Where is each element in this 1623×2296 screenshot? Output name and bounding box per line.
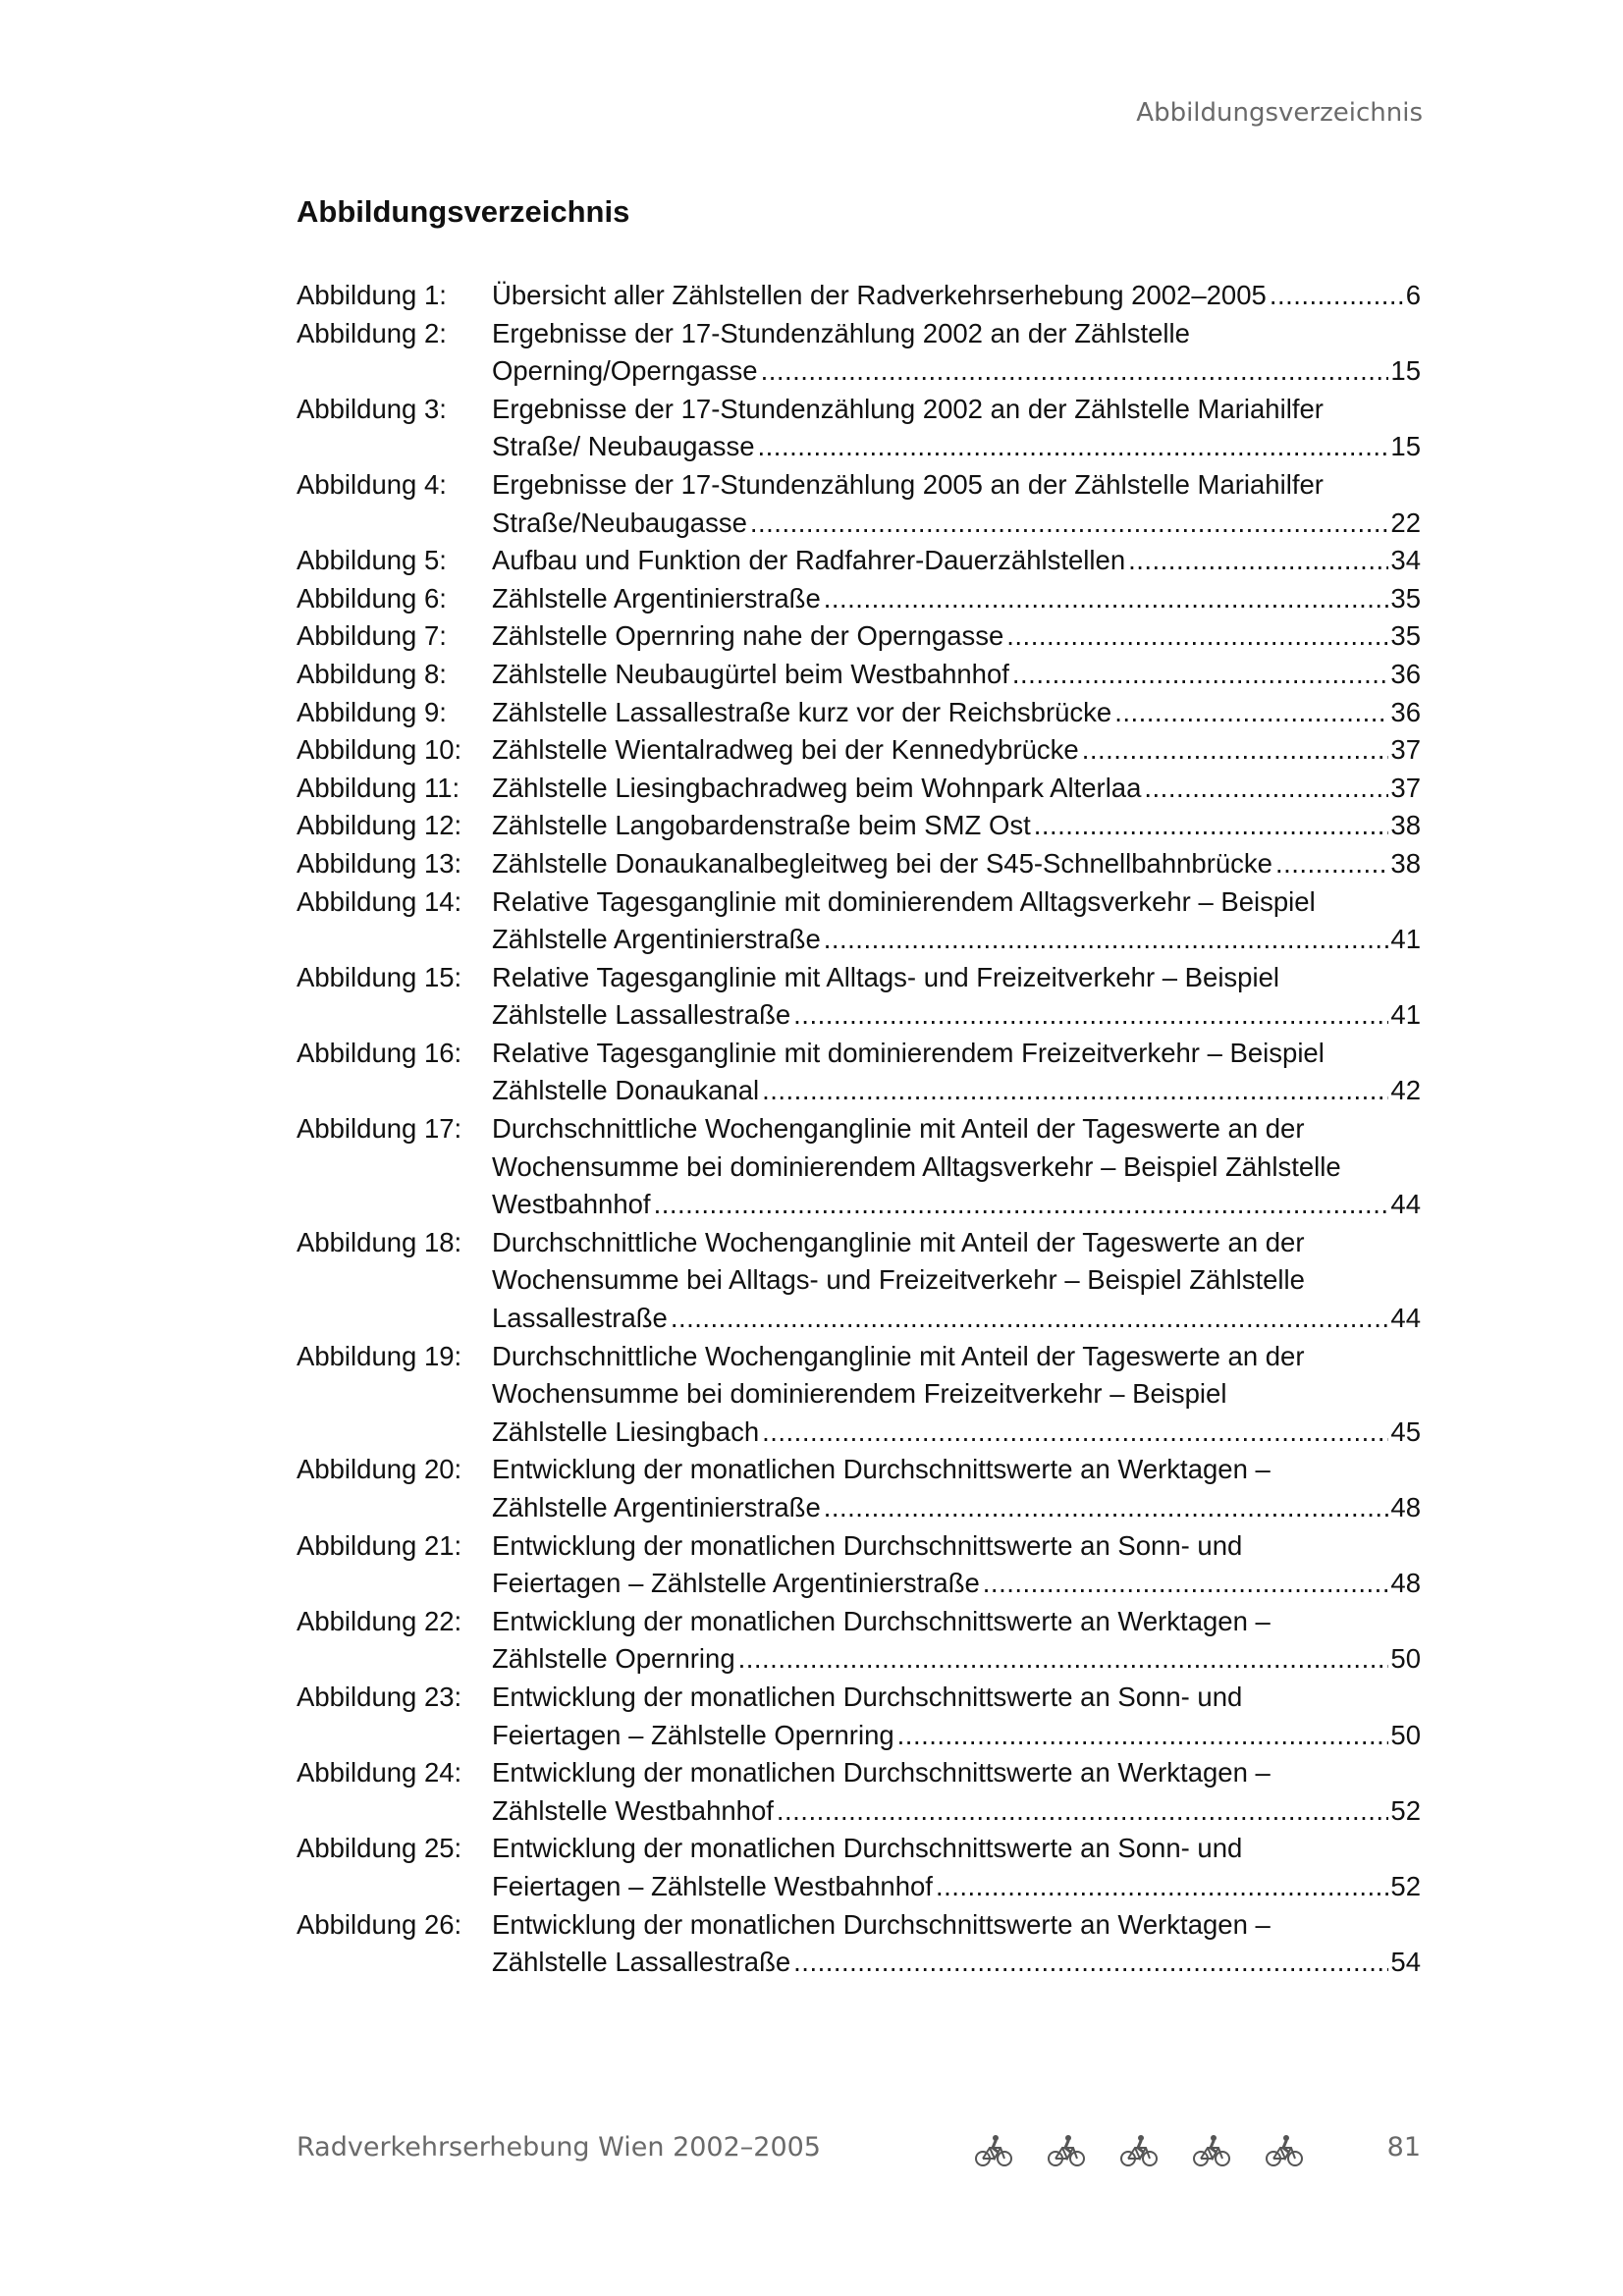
- dot-leader: [824, 921, 1389, 959]
- figure-caption-last-line: [492, 1300, 1421, 1338]
- figure-caption-text: Feiertagen – Zählstelle Argentinierstraße: [492, 1568, 980, 1599]
- figure-caption: [492, 277, 1421, 315]
- figure-caption-last-line: [492, 845, 1421, 883]
- figure-label: Abbildung 24:: [297, 1757, 462, 1789]
- figure-caption-text: Feiertagen – Zählstelle Opernring: [492, 1719, 894, 1750]
- figure-label: Abbildung 3:: [297, 393, 447, 424]
- figure-caption: [492, 959, 1421, 1035]
- figure-caption-last-line: [492, 1489, 1421, 1527]
- figure-caption-text: Zählstelle Lassallestraße: [492, 999, 791, 1031]
- figure-page-number: 44: [1390, 1189, 1421, 1220]
- footer-page-number: 81: [1386, 2132, 1421, 2163]
- dot-leader: [936, 1868, 1388, 1906]
- figure-label: Abbildung 9:: [297, 696, 447, 727]
- figure-page-number: 38: [1390, 810, 1421, 841]
- figure-entry[interactable]: [297, 1830, 1421, 1905]
- figure-page-number: 22: [1390, 507, 1421, 538]
- figure-label: Abbildung 12:: [297, 810, 462, 841]
- figure-caption-last-line: [492, 352, 1421, 391]
- dot-leader: [1270, 277, 1404, 315]
- figure-caption-text: Operning/Operngasse: [492, 355, 758, 387]
- figure-caption-line: Entwicklung der monatlichen Durchschnittswerte an Sonn- und: [492, 1529, 1243, 1561]
- figure-caption: [492, 1830, 1421, 1905]
- dot-leader: [671, 1300, 1389, 1338]
- figure-caption-text: Zählstelle Neubaugürtel beim Westbahnhof: [492, 658, 1009, 689]
- figure-label: Abbildung 15:: [297, 961, 462, 992]
- figure-caption: [492, 315, 1421, 391]
- figure-caption: [492, 1754, 1421, 1830]
- figure-entry[interactable]: [297, 1110, 1421, 1224]
- figure-caption-text: Zählstelle Langobardenstraße beim SMZ Ost: [492, 810, 1031, 841]
- figure-caption: [492, 1679, 1421, 1754]
- figure-page-number: 41: [1390, 924, 1421, 955]
- dot-leader: [1144, 770, 1388, 808]
- figure-caption-last-line: [492, 1717, 1421, 1755]
- dot-leader: [750, 505, 1389, 543]
- figure-caption-text: Zählstelle Liesingbachradweg beim Wohnpark Alterlaa: [492, 772, 1142, 803]
- figure-caption: [492, 807, 1421, 845]
- footer-publication-title: Radverkehrserhebung Wien 2002–2005: [297, 2132, 821, 2163]
- figure-caption-line: Wochensumme bei dominierendem Freizeitverkehr – Beispiel: [492, 1378, 1227, 1410]
- figure-caption-text: Aufbau und Funktion der Radfahrer-Dauerzählstellen: [492, 545, 1126, 576]
- figure-label: Abbildung 23:: [297, 1681, 462, 1712]
- figure-page-number: 42: [1390, 1075, 1421, 1106]
- dot-leader: [777, 1792, 1389, 1831]
- figure-entry[interactable]: [297, 277, 1421, 315]
- figure-caption-line: Relative Tagesganglinie mit dominierendem Freizeitverkehr – Beispiel: [492, 1037, 1325, 1068]
- figure-page-number: 37: [1390, 772, 1421, 803]
- figure-label: Abbildung 26:: [297, 1908, 462, 1940]
- figure-entry[interactable]: [297, 807, 1421, 845]
- figure-caption-text: Zählstelle Opernring: [492, 1643, 735, 1675]
- figure-page-number: 15: [1390, 431, 1421, 462]
- figure-caption-text: Zählstelle Lassallestraße kurz vor der Reichsbrücke: [492, 696, 1112, 727]
- figure-caption-line: Entwicklung der monatlichen Durchschnittswerte an Sonn- und: [492, 1833, 1243, 1864]
- figure-caption-last-line: [492, 617, 1421, 656]
- figure-caption-text: Straße/ Neubaugasse: [492, 431, 755, 462]
- figure-page-number: 37: [1390, 734, 1421, 766]
- figure-caption-line: Ergebnisse der 17-Stundenzählung 2002 an der Zählstelle: [492, 317, 1190, 348]
- figure-caption-text: Feiertagen – Zählstelle Westbahnhof: [492, 1870, 933, 1901]
- dot-leader: [761, 352, 1389, 391]
- figure-page-number: 54: [1390, 1947, 1421, 1978]
- figure-entry[interactable]: [297, 770, 1421, 808]
- figure-caption: [492, 845, 1421, 883]
- figure-label: Abbildung 4:: [297, 468, 447, 500]
- dot-leader: [1082, 731, 1389, 770]
- dot-leader: [983, 1565, 1389, 1603]
- figure-entry[interactable]: [297, 1527, 1421, 1603]
- figure-caption-last-line: [492, 656, 1421, 694]
- figure-entry[interactable]: [297, 1754, 1421, 1830]
- figure-page-number: 52: [1390, 1794, 1421, 1826]
- figure-label: Abbildung 16:: [297, 1037, 462, 1068]
- figure-page-number: 44: [1390, 1303, 1421, 1334]
- cyclist-icon: [1047, 2134, 1086, 2167]
- figure-entry[interactable]: [297, 1451, 1421, 1526]
- figure-caption-last-line: [492, 1944, 1421, 1982]
- dot-leader: [793, 996, 1388, 1035]
- figure-page-number: 36: [1390, 658, 1421, 689]
- figure-caption: [492, 617, 1421, 656]
- figure-caption: [492, 580, 1421, 618]
- figure-entry[interactable]: [297, 617, 1421, 656]
- figure-caption-last-line: [492, 542, 1421, 580]
- figure-label: Abbildung 18:: [297, 1226, 462, 1257]
- dot-leader: [1006, 617, 1388, 656]
- figure-caption: [492, 466, 1421, 542]
- figure-caption-last-line: [492, 1792, 1421, 1831]
- figure-label: Abbildung 7:: [297, 620, 447, 652]
- dot-leader: [1012, 656, 1389, 694]
- figure-caption-line: Entwicklung der monatlichen Durchschnittswerte an Werktagen –: [492, 1605, 1271, 1636]
- figure-caption-text: Zählstelle Donaukanal: [492, 1075, 760, 1106]
- figure-label: Abbildung 19:: [297, 1340, 462, 1371]
- page-title: Abbildungsverzeichnis: [297, 194, 630, 229]
- dot-leader: [793, 1944, 1388, 1982]
- figure-page-number: 38: [1390, 847, 1421, 879]
- figure-caption-last-line: [492, 1186, 1421, 1224]
- figure-entry[interactable]: [297, 694, 1421, 732]
- cyclist-icon: [1119, 2134, 1159, 2167]
- figure-caption-text: Zählstelle Argentinierstraße: [492, 1492, 821, 1522]
- figure-label: Abbildung 17:: [297, 1113, 462, 1145]
- figure-caption-line: Durchschnittliche Wochenganglinie mit Anteil der Tageswerte an der: [492, 1226, 1305, 1257]
- figure-caption: [492, 883, 1421, 959]
- cyclist-icon: [1192, 2134, 1231, 2167]
- figure-caption: [492, 1603, 1421, 1679]
- figure-caption-last-line: [492, 807, 1421, 845]
- figure-page-number: 52: [1390, 1870, 1421, 1901]
- figure-caption-last-line: [492, 1414, 1421, 1452]
- figure-caption-text: Zählstelle Argentinierstraße: [492, 924, 821, 955]
- figure-caption-text: Zählstelle Donaukanalbegleitweg bei der S45-Schnellbahnbrücke: [492, 847, 1272, 879]
- cyclist-icon: [974, 2134, 1013, 2167]
- figure-caption: [492, 731, 1421, 770]
- figure-caption: [492, 694, 1421, 732]
- figure-caption-text: Westbahnhof: [492, 1189, 651, 1220]
- figure-label: Abbildung 6:: [297, 582, 447, 614]
- figure-entry[interactable]: [297, 1338, 1421, 1452]
- dot-leader: [1128, 542, 1388, 580]
- figure-entry[interactable]: [297, 959, 1421, 1035]
- figure-label: Abbildung 8:: [297, 658, 447, 689]
- figure-caption-last-line: [492, 1072, 1421, 1110]
- figure-label: Abbildung 25:: [297, 1833, 462, 1864]
- figure-entry[interactable]: [297, 1906, 1421, 1982]
- figure-caption: [492, 1224, 1421, 1338]
- figure-caption-text: Zählstelle Lassallestraße: [492, 1947, 791, 1978]
- figure-label: Abbildung 10:: [297, 734, 462, 766]
- figure-caption-last-line: [492, 1640, 1421, 1679]
- figure-caption-line: Entwicklung der monatlichen Durchschnittswerte an Werktagen –: [492, 1454, 1271, 1485]
- figure-caption: [492, 1110, 1421, 1224]
- figure-page-number: 48: [1390, 1568, 1421, 1599]
- figure-caption-last-line: [492, 428, 1421, 466]
- figure-entry[interactable]: [297, 315, 1421, 391]
- figure-caption-line: Durchschnittliche Wochenganglinie mit Anteil der Tageswerte an der: [492, 1340, 1305, 1371]
- figure-label: Abbildung 11:: [297, 772, 460, 803]
- figure-label: Abbildung 21:: [297, 1529, 462, 1561]
- figure-entry[interactable]: [297, 1679, 1421, 1754]
- figure-page-number: 50: [1390, 1643, 1421, 1675]
- figure-caption-text: Zählstelle Westbahnhof: [492, 1794, 774, 1826]
- figure-caption-line: Ergebnisse der 17-Stundenzählung 2002 an der Zählstelle Mariahilfer: [492, 393, 1324, 424]
- figure-caption-text: Zählstelle Wientalradweg bei der Kennedybrücke: [492, 734, 1079, 766]
- figure-caption-text: Straße/Neubaugasse: [492, 507, 747, 538]
- figure-entry[interactable]: [297, 883, 1421, 959]
- figure-entry[interactable]: [297, 580, 1421, 618]
- figure-entry[interactable]: [297, 466, 1421, 542]
- figure-caption-text: Lassallestraße: [492, 1303, 668, 1334]
- figure-caption-text: Zählstelle Argentinierstraße: [492, 582, 821, 614]
- figure-caption-line: Durchschnittliche Wochenganglinie mit Anteil der Tageswerte an der: [492, 1113, 1305, 1145]
- figure-entry[interactable]: [297, 391, 1421, 466]
- figure-caption-last-line: [492, 694, 1421, 732]
- figure-caption-text: Zählstelle Liesingbach: [492, 1415, 760, 1447]
- figure-caption-line: Entwicklung der monatlichen Durchschnittswerte an Werktagen –: [492, 1757, 1271, 1789]
- figure-entry[interactable]: [297, 731, 1421, 770]
- dot-leader: [738, 1640, 1389, 1679]
- figure-caption-line: Relative Tagesganglinie mit Alltags- und Freizeitverkehr – Beispiel: [492, 961, 1279, 992]
- figure-caption: [492, 542, 1421, 580]
- figure-caption: [492, 391, 1421, 466]
- figure-entry[interactable]: [297, 656, 1421, 694]
- figure-label: Abbildung 1:: [297, 280, 447, 310]
- footer-cyclist-icons: [974, 2134, 1337, 2172]
- figure-caption-text: Übersicht aller Zählstellen der Radverkehrserhebung 2002–2005: [492, 280, 1267, 310]
- figure-page-number: 15: [1390, 355, 1421, 387]
- figure-page-number: 50: [1390, 1719, 1421, 1750]
- figure-caption: [492, 1338, 1421, 1452]
- figure-label: Abbildung 14:: [297, 885, 462, 917]
- dot-leader: [1275, 845, 1388, 883]
- dot-leader: [762, 1072, 1388, 1110]
- figure-caption-last-line: [492, 505, 1421, 543]
- figure-page-number: 48: [1390, 1492, 1421, 1522]
- figure-label: Abbildung 5:: [297, 545, 447, 576]
- dot-leader: [1114, 694, 1388, 732]
- figure-page-number: 36: [1390, 696, 1421, 727]
- figure-caption-last-line: [492, 1565, 1421, 1603]
- figure-page-number: 35: [1390, 620, 1421, 652]
- figure-caption: [492, 770, 1421, 808]
- dot-leader: [897, 1717, 1389, 1755]
- figure-label: Abbildung 2:: [297, 317, 447, 348]
- figure-caption: [492, 1035, 1421, 1110]
- figure-caption-last-line: [492, 996, 1421, 1035]
- figure-caption-last-line: [492, 770, 1421, 808]
- figure-caption: [492, 1451, 1421, 1526]
- figure-caption-line: Entwicklung der monatlichen Durchschnittswerte an Werktagen –: [492, 1908, 1271, 1940]
- figure-label: Abbildung 22:: [297, 1605, 462, 1636]
- figure-entry[interactable]: [297, 845, 1421, 883]
- figure-list: [297, 277, 1421, 1982]
- figure-caption-line: Wochensumme bei dominierendem Alltagsverkehr – Beispiel Zählstelle: [492, 1150, 1341, 1182]
- dot-leader: [654, 1186, 1389, 1224]
- dot-leader: [758, 428, 1389, 466]
- page-footer: [297, 2132, 1421, 2171]
- figure-entry[interactable]: [297, 1603, 1421, 1679]
- figure-caption-last-line: [492, 731, 1421, 770]
- figure-label: Abbildung 13:: [297, 847, 462, 879]
- dot-leader: [824, 580, 1389, 618]
- figure-entry[interactable]: [297, 1224, 1421, 1338]
- dot-leader: [824, 1489, 1389, 1527]
- figure-caption-line: Wochensumme bei Alltags- und Freizeitverkehr – Beispiel Zählstelle: [492, 1264, 1305, 1296]
- figure-label: Abbildung 20:: [297, 1454, 462, 1485]
- figure-caption: [492, 1906, 1421, 1982]
- figure-caption-line: Entwicklung der monatlichen Durchschnittswerte an Sonn- und: [492, 1681, 1243, 1712]
- figure-caption-last-line: [492, 277, 1421, 315]
- figure-entry[interactable]: [297, 1035, 1421, 1110]
- dot-leader: [1034, 807, 1389, 845]
- figure-caption-line: Relative Tagesganglinie mit dominierendem Alltagsverkehr – Beispiel: [492, 885, 1316, 917]
- figure-caption: [492, 1527, 1421, 1603]
- figure-caption: [492, 656, 1421, 694]
- figure-page-number: 34: [1390, 545, 1421, 576]
- figure-caption-text: Zählstelle Opernring nahe der Operngasse: [492, 620, 1004, 652]
- running-header: Abbildungsverzeichnis: [1136, 98, 1423, 128]
- figure-caption-last-line: [492, 921, 1421, 959]
- figure-caption-line: Ergebnisse der 17-Stundenzählung 2005 an der Zählstelle Mariahilfer: [492, 468, 1324, 500]
- figure-entry[interactable]: [297, 542, 1421, 580]
- figure-page-number: 41: [1390, 999, 1421, 1031]
- figure-page-number: 35: [1390, 582, 1421, 614]
- figure-caption-last-line: [492, 1868, 1421, 1906]
- dot-leader: [762, 1414, 1388, 1452]
- figure-caption-last-line: [492, 580, 1421, 618]
- figure-page-number: 6: [1405, 280, 1421, 310]
- figure-page-number: 45: [1390, 1415, 1421, 1447]
- cyclist-icon: [1265, 2134, 1304, 2167]
